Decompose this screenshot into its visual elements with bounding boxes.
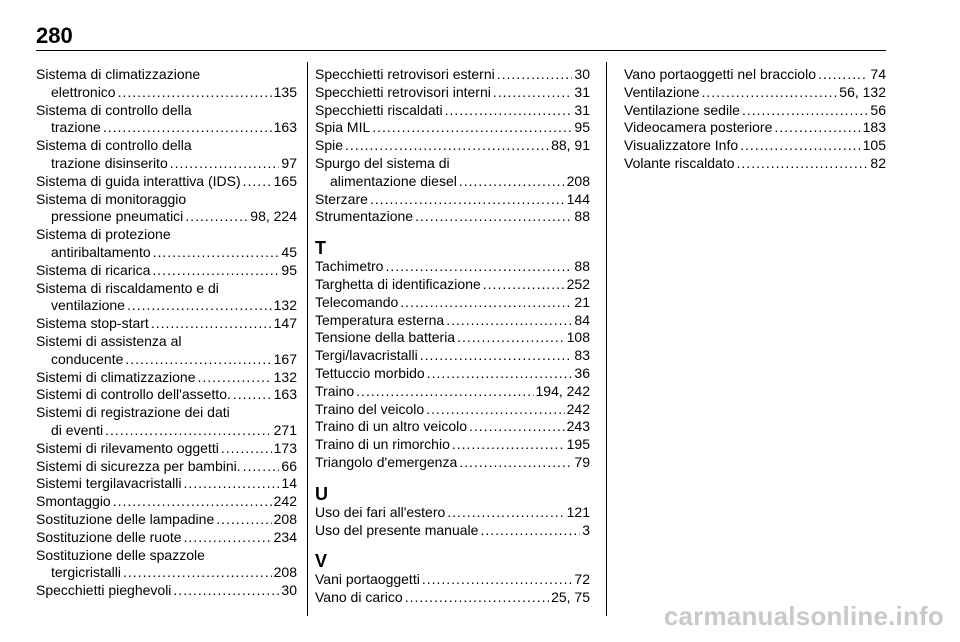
index-entry-heading: Sistema di protezione (36, 226, 171, 243)
index-entry-term: Vano portaoggetti nel bracciolo (624, 66, 816, 82)
index-entry-line (624, 102, 886, 120)
index-entry-page: 208 (273, 564, 297, 581)
index-entry-line (624, 84, 886, 102)
leader-dots (385, 258, 572, 276)
index-entry-line (36, 244, 297, 262)
index-entry-line (315, 589, 590, 607)
index-entry-term: Sistema stop-start (36, 315, 149, 332)
index-entry-page: 242 (566, 400, 590, 417)
index-entry-line (315, 208, 590, 226)
leader-dots (243, 458, 280, 476)
index-entry-page: 25, 75 (551, 589, 590, 606)
index-entry-line (36, 208, 297, 226)
index-entry-term: Sistemi di rilevamento oggetti (36, 439, 219, 456)
index-entry-term: Sostituzione delle ruote (36, 528, 182, 545)
index-entry-heading: Sostituzione delle spazzole (36, 546, 205, 563)
index-entry-term: Uso del presente manuale (315, 521, 479, 538)
index-entry (36, 582, 297, 600)
index-entry-page: 195 (566, 436, 590, 453)
leader-dots (173, 582, 279, 600)
index-entry (624, 102, 886, 120)
leader-dots (345, 137, 549, 155)
leader-dots (818, 66, 868, 84)
index-entry (36, 511, 297, 529)
leader-dots (459, 173, 565, 191)
index-entry-term: Sistemi di controllo dell'assetto. (36, 386, 231, 403)
index-entry (36, 66, 297, 102)
column-divider (307, 62, 308, 616)
index-entry-page: 252 (566, 275, 590, 292)
index-entry (36, 529, 297, 547)
index-entry (624, 119, 886, 137)
index-entry-term: Sistema di ricarica (36, 261, 151, 278)
index-entry-page: 56 (870, 101, 886, 118)
index-entry-line (36, 493, 297, 511)
index-entry-page: 108 (566, 329, 590, 346)
index-entry (315, 589, 590, 607)
index-entry (315, 84, 590, 102)
index-entry-page: 144 (566, 190, 590, 207)
index-entry-heading: Sistemi di assistenza al (36, 332, 182, 349)
index-entry (36, 369, 297, 387)
index-entry-term: Uso dei fari all'estero (315, 503, 446, 520)
index-entry (315, 347, 590, 365)
index-entry (36, 547, 297, 583)
leader-dots (103, 119, 272, 137)
index-entry (36, 440, 297, 458)
index-entry-term: Tensione della batteria (315, 329, 456, 346)
index-entry (36, 280, 297, 316)
leader-dots (221, 440, 272, 458)
index-entry-page: 97 (281, 154, 297, 171)
leader-dots (233, 386, 272, 404)
index-entry-line (315, 119, 590, 137)
index-column-1 (36, 66, 297, 600)
leader-dots (183, 475, 279, 493)
index-entry-page: 30 (574, 66, 590, 82)
index-entry (36, 404, 297, 440)
index-entry-term: Visualizzatore Info (624, 137, 739, 154)
index-entry-term: Specchietti pieghevoli (36, 582, 172, 599)
index-letter-heading: T (315, 238, 326, 259)
index-entry (36, 333, 297, 369)
index-entry-line (315, 102, 590, 120)
index-entry (624, 84, 886, 102)
index-entry-page: 121 (566, 503, 590, 520)
index-entry-term: Sistemi di climatizzazione (36, 368, 196, 385)
index-entry-line (36, 458, 297, 476)
index-entry-line (624, 66, 886, 84)
index-entry-term: Vani portaoggetti (315, 571, 420, 588)
index-entry (624, 155, 886, 173)
index-letter-heading: V (315, 551, 328, 572)
index-entry-page: 21 (574, 293, 590, 310)
index-entry-term: antiribaltamento (51, 243, 151, 260)
index-entry-page: 95 (281, 261, 297, 278)
index-entry-heading: Sistema di riscaldamento e di (36, 279, 219, 296)
leader-dots (243, 173, 272, 191)
leader-dots (370, 191, 565, 209)
index-entry-term: di eventi (51, 421, 104, 438)
index-entry-page: 163 (273, 119, 297, 136)
index-entry-page: 56, 132 (839, 83, 886, 100)
index-entry-line (315, 454, 590, 472)
index-entry-term: Spie (315, 137, 344, 154)
index-entry-term: Tergi/lavacristalli (315, 347, 418, 364)
index-entry-page: 163 (273, 386, 297, 403)
index-entry-line (315, 258, 590, 276)
index-entry-page: 183 (862, 119, 886, 136)
leader-dots (774, 119, 860, 137)
index-entry (315, 365, 590, 383)
index-entry (624, 137, 886, 155)
index-entry (36, 386, 297, 404)
leader-dots (127, 297, 272, 315)
index-entry-line (315, 84, 590, 102)
index-entry-line (315, 173, 590, 191)
index-entry-heading: Sistema di controllo della (36, 137, 192, 154)
index-entry (36, 458, 297, 476)
index-entry-term: Spia MIL (315, 119, 371, 136)
leader-dots (737, 155, 869, 173)
index-entry-line (36, 173, 297, 191)
index-entry-term: Videocamera posteriore (624, 119, 773, 136)
leader-dots (469, 418, 565, 436)
index-entry (315, 329, 590, 347)
index-entry-line (315, 365, 590, 383)
index-entry-page: 194, 242 (535, 382, 590, 399)
index-entry-page: 105 (862, 137, 886, 154)
index-entry (315, 258, 590, 276)
index-entry-term: Traino del veicolo (315, 400, 425, 417)
index-entry-page: 147 (273, 315, 297, 332)
column-divider (606, 62, 607, 616)
index-entry-line (315, 329, 590, 347)
index-entry-term: Telecomando (315, 293, 399, 310)
leader-dots (184, 529, 272, 547)
index-entry-line (315, 66, 590, 84)
index-entry-line (36, 564, 297, 582)
index-entry-page: 208 (273, 510, 297, 527)
leader-dots (152, 262, 279, 280)
index-entry-term: Ventilazione sedile (624, 101, 740, 118)
index-entry-term: tergicristalli (51, 564, 122, 581)
index-entry-line (315, 504, 590, 522)
leader-dots (740, 137, 861, 155)
index-entry-page: 234 (273, 528, 297, 545)
index-entry-line (315, 571, 590, 589)
leader-dots (427, 365, 573, 383)
index-entry-term: Targhetta di identificazione (315, 275, 481, 292)
index-entry-heading: Sistema di monitoraggio (36, 190, 187, 207)
index-entry (315, 504, 590, 522)
index-entry-term: Vano di carico (315, 589, 403, 606)
index-entry (315, 383, 590, 401)
index-entry (315, 137, 590, 155)
index-entry-line (36, 582, 297, 600)
index-entry-term: Specchietti retrovisori interni (315, 83, 491, 100)
leader-dots (118, 84, 272, 102)
leader-dots (447, 504, 564, 522)
index-entry-line (36, 297, 297, 315)
leader-dots (445, 102, 573, 120)
leader-dots (153, 244, 280, 262)
index-entry (315, 436, 590, 454)
leader-dots (170, 155, 280, 173)
index-entry-term: Smontaggio (36, 493, 111, 510)
index-entry-term: Traino di un altro veicolo (315, 418, 468, 435)
leader-dots (457, 329, 565, 347)
index-entry-page: 98, 224 (250, 208, 297, 225)
index-entry-term: Temperatura esterna (315, 311, 445, 328)
index-entry-page: 66 (281, 457, 297, 474)
index-column-2 (315, 66, 590, 607)
index-entry-page: 30 (281, 582, 297, 599)
index-entry-page: 88, 91 (551, 137, 590, 154)
leader-dots (415, 208, 572, 226)
index-entry-line (315, 294, 590, 312)
leader-dots (400, 294, 572, 312)
index-letter-heading: U (315, 483, 328, 504)
index-entry-term: trazione (51, 119, 101, 136)
leader-dots (372, 119, 572, 137)
index-entry-line (36, 351, 297, 369)
index-entry (315, 119, 590, 137)
leader-dots (113, 493, 272, 511)
index-entry-page: 88 (574, 258, 590, 275)
index-entry (315, 522, 590, 540)
index-entry (315, 418, 590, 436)
index-entry-page: 82 (870, 154, 886, 171)
index-entry-term: Sistema di guida interattiva (IDS) (36, 172, 241, 189)
index-entry-page: 95 (574, 119, 590, 136)
index-entry (36, 137, 297, 173)
leader-dots (216, 511, 271, 529)
index-entry-page: 88 (574, 208, 590, 225)
index-entry-heading: Sistema di climatizzazione (36, 66, 201, 82)
leader-dots (480, 522, 580, 540)
leader-dots (405, 589, 549, 607)
index-entry-line (315, 401, 590, 419)
index-entry-page: 3 (582, 521, 590, 538)
index-entry-term: Tettuccio morbido (315, 364, 425, 381)
index-entry-term: Specchietti riscaldati (315, 101, 443, 118)
index-entry-line (36, 475, 297, 493)
index-entry-page: 132 (273, 297, 297, 314)
index-entry-page: 79 (574, 453, 590, 470)
index-entry-page: 167 (273, 350, 297, 367)
leader-dots (125, 351, 271, 369)
index-entry-line (624, 137, 886, 155)
index-entry-term: trazione disinserito (51, 154, 168, 171)
index-entry-term: Ventilazione (624, 83, 700, 100)
index-entry-line (315, 137, 590, 155)
index-entry-line (315, 347, 590, 365)
index-entry-heading: Sistema di controllo della (36, 101, 192, 118)
leader-dots (742, 102, 868, 120)
index-entry-page: 14 (281, 475, 297, 492)
index-entry-line (624, 155, 886, 173)
leader-dots (123, 564, 272, 582)
index-entry (315, 571, 590, 589)
index-column-3 (624, 66, 886, 173)
watermark: carmanualsonline.info (663, 601, 944, 631)
index-entry-page: 74 (870, 66, 886, 82)
index-entry-page: 173 (273, 439, 297, 456)
index-entry (315, 276, 590, 294)
leader-dots (420, 347, 573, 365)
index-entry (315, 401, 590, 419)
index-entry-heading: Sistemi di registrazione dei dati (36, 404, 230, 421)
index-entry (624, 66, 886, 84)
leader-dots (356, 383, 533, 401)
index-entry-page: 243 (566, 418, 590, 435)
index-entry-term: Sterzare (315, 190, 368, 207)
index-entry (36, 226, 297, 262)
index-entry-line (36, 155, 297, 173)
leader-dots (459, 454, 572, 472)
index-entry (36, 315, 297, 333)
index-entry-term: conducente (51, 350, 124, 367)
index-entry-page: 31 (574, 101, 590, 118)
index-entry-line (315, 312, 590, 330)
index-entry (315, 155, 590, 191)
index-entry-page: 165 (273, 172, 297, 189)
index-entry-line (36, 440, 297, 458)
leader-dots (493, 84, 573, 102)
index-entry (36, 475, 297, 493)
index-entry-line (36, 369, 297, 387)
leader-dots (198, 369, 272, 387)
index-entry (315, 102, 590, 120)
index-entry (315, 208, 590, 226)
index-entry-line (36, 119, 297, 137)
index-entry (315, 294, 590, 312)
index-entry-term: Sostituzione delle lampadine (36, 510, 215, 527)
index-entry-term: Traino (315, 382, 355, 399)
index-entry-line (36, 529, 297, 547)
index-entry (36, 191, 297, 227)
index-entry-page: 45 (281, 243, 297, 260)
index-entry-page: 83 (574, 347, 590, 364)
leader-dots (452, 436, 565, 454)
index-entry-line (624, 119, 886, 137)
index-entry-page: 208 (566, 172, 590, 189)
index-entry-page: 271 (273, 421, 297, 438)
leader-dots (105, 422, 271, 440)
index-entry-page: 72 (574, 571, 590, 588)
index-entry-line (315, 418, 590, 436)
index-entry-page: 36 (574, 364, 590, 381)
index-entry (36, 493, 297, 511)
index-entry-term: Specchietti retrovisori esterni (315, 66, 495, 82)
index-entry (315, 312, 590, 330)
index-entry-page: 84 (574, 311, 590, 328)
index-entry-term: elettronico (51, 83, 116, 100)
leader-dots (702, 84, 838, 102)
leader-dots (497, 66, 573, 84)
index-entry-page: 132 (273, 368, 297, 385)
index-entry-term: alimentazione diesel (330, 172, 457, 189)
header-rule (36, 50, 886, 51)
index-entry-line (36, 422, 297, 440)
index-entry-term: Traino di un rimorchio (315, 436, 450, 453)
leader-dots (151, 315, 272, 333)
index-entry-heading: Spurgo del sistema di (315, 154, 450, 171)
index-entry-line (36, 84, 297, 102)
index-entry-term: ventilazione (51, 297, 125, 314)
index-entry-term: Strumentazione (315, 208, 414, 225)
page-number: 280 (36, 23, 73, 48)
index-entry (315, 191, 590, 209)
index-entry-term: Sistemi di sicurezza per bambini. (36, 457, 241, 474)
index-entry-term: Triangolo d'emergenza (315, 453, 458, 470)
index-entry-line (315, 436, 590, 454)
index-entry-page: 242 (273, 493, 297, 510)
index-entry (36, 173, 297, 191)
index-entry-term: Tachimetro (315, 258, 384, 275)
index-entry (315, 66, 590, 84)
leader-dots (422, 571, 573, 589)
leader-dots (426, 401, 564, 419)
index-entry-term: pressione pneumatici (51, 208, 184, 225)
index-entry-term: Sistemi tergilavacristalli (36, 475, 182, 492)
index-entry (36, 262, 297, 280)
index-entry-line (36, 386, 297, 404)
index-entry-line (36, 315, 297, 333)
leader-dots (483, 276, 565, 294)
index-entry-page: 135 (273, 83, 297, 100)
leader-dots (185, 208, 248, 226)
index-entry-line (315, 191, 590, 209)
index-entry-line (36, 262, 297, 280)
index-entry-line (315, 383, 590, 401)
leader-dots (446, 312, 572, 330)
index-entry-line (36, 511, 297, 529)
index-entry-term: Volante riscaldato (624, 154, 735, 171)
index-entry (36, 102, 297, 138)
index-entry (315, 454, 590, 472)
index-entry-page: 31 (574, 83, 590, 100)
index-entry-line (315, 522, 590, 540)
index-entry-line (315, 276, 590, 294)
